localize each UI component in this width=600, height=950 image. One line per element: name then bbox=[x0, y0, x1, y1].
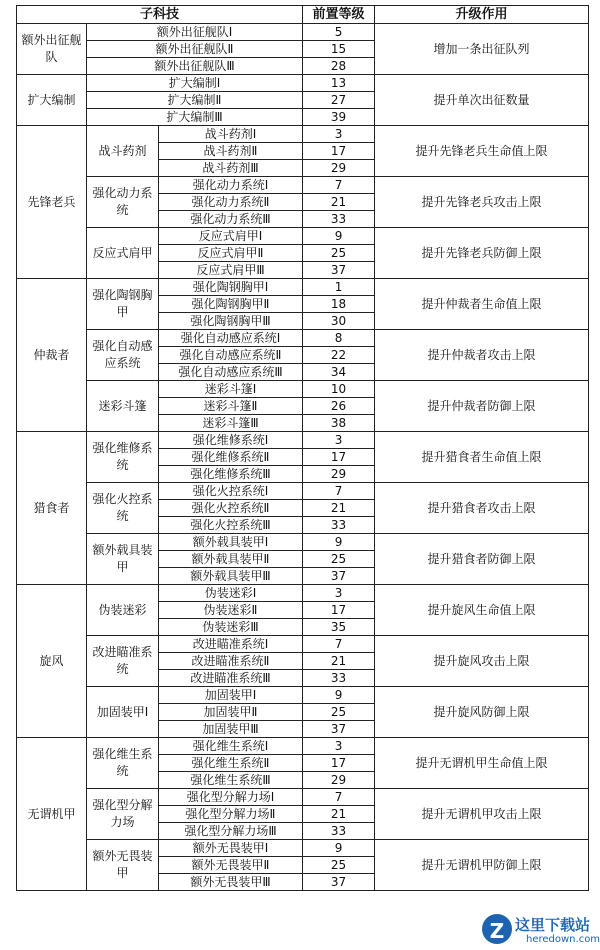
sub-tech-name: 强化火控系统Ⅰ bbox=[159, 483, 303, 500]
sub-tech-name: 强化动力系统Ⅲ bbox=[159, 211, 303, 228]
sub-tech-name: 额外出征舰队Ⅰ bbox=[87, 24, 303, 41]
watermark-logo-icon bbox=[482, 914, 512, 944]
tech-group-cell: 迷彩斗篷 bbox=[87, 381, 159, 432]
upgrade-effect-cell: 提升旋风攻击上限 bbox=[375, 636, 589, 687]
tech-group-cell: 加固装甲Ⅰ bbox=[87, 687, 159, 738]
sub-tech-name: 额外无畏装甲Ⅱ bbox=[159, 857, 303, 874]
table-row bbox=[17, 738, 589, 755]
category-cell: 无谓机甲 bbox=[17, 738, 87, 891]
sub-tech-name: 战斗药剂Ⅰ bbox=[159, 126, 303, 143]
table-row bbox=[17, 177, 589, 194]
category-cell: 猎食者 bbox=[17, 432, 87, 585]
table-row bbox=[17, 534, 589, 551]
sub-tech-name: 伪装迷彩Ⅱ bbox=[159, 602, 303, 619]
prereq-level-cell: 3 bbox=[303, 126, 375, 143]
prereq-level-cell: 29 bbox=[303, 160, 375, 177]
tech-group-cell: 强化型分解力场 bbox=[87, 789, 159, 840]
sub-tech-name: 强化维生系统Ⅲ bbox=[159, 772, 303, 789]
upgrade-effect-cell: 提升猎食者生命值上限 bbox=[375, 432, 589, 483]
upgrade-effect-cell: 提升无谓机甲攻击上限 bbox=[375, 789, 589, 840]
prereq-level-cell: 9 bbox=[303, 840, 375, 857]
table-row bbox=[17, 789, 589, 806]
prereq-level-cell: 25 bbox=[303, 857, 375, 874]
table-row bbox=[17, 75, 589, 92]
sub-tech-name: 额外出征舰队Ⅱ bbox=[87, 41, 303, 58]
sub-tech-name: 强化自动感应系统Ⅰ bbox=[159, 330, 303, 347]
table-row bbox=[17, 636, 589, 653]
prereq-level-cell: 27 bbox=[303, 92, 375, 109]
sub-tech-name: 强化自动感应系统Ⅲ bbox=[159, 364, 303, 381]
tech-group-cell: 强化动力系统 bbox=[87, 177, 159, 228]
sub-tech-name: 额外无畏装甲Ⅲ bbox=[159, 874, 303, 891]
prereq-level-cell: 26 bbox=[303, 398, 375, 415]
prereq-level-cell: 25 bbox=[303, 704, 375, 721]
upgrade-effect-cell: 提升无谓机甲生命值上限 bbox=[375, 738, 589, 789]
sub-tech-name: 迷彩斗篷Ⅲ bbox=[159, 415, 303, 432]
sub-tech-name: 强化动力系统Ⅱ bbox=[159, 194, 303, 211]
table-row bbox=[17, 687, 589, 704]
category-cell: 额外出征舰队 bbox=[17, 24, 87, 75]
table-row bbox=[17, 840, 589, 857]
sub-tech-name: 强化动力系统Ⅰ bbox=[159, 177, 303, 194]
tech-group-cell: 强化陶钢胸甲 bbox=[87, 279, 159, 330]
sub-tech-name: 强化维修系统Ⅲ bbox=[159, 466, 303, 483]
tech-group-cell: 强化维修系统 bbox=[87, 432, 159, 483]
tech-group-cell: 反应式肩甲 bbox=[87, 228, 159, 279]
upgrade-effect-cell: 提升先锋老兵防御上限 bbox=[375, 228, 589, 279]
prereq-level-cell: 21 bbox=[303, 653, 375, 670]
tech-table bbox=[16, 5, 589, 891]
sub-tech-name: 强化火控系统Ⅱ bbox=[159, 500, 303, 517]
upgrade-effect-cell: 提升猎食者攻击上限 bbox=[375, 483, 589, 534]
prereq-level-cell: 33 bbox=[303, 823, 375, 840]
table-row bbox=[17, 279, 589, 296]
prereq-level-cell: 37 bbox=[303, 568, 375, 585]
prereq-level-cell: 28 bbox=[303, 58, 375, 75]
prereq-level-cell: 7 bbox=[303, 636, 375, 653]
table-row bbox=[17, 330, 589, 347]
upgrade-effect-cell: 提升猎食者防御上限 bbox=[375, 534, 589, 585]
prereq-level-cell: 15 bbox=[303, 41, 375, 58]
tech-group-cell: 额外无畏装甲 bbox=[87, 840, 159, 891]
sub-tech-name: 加固装甲Ⅱ bbox=[159, 704, 303, 721]
table-body bbox=[17, 24, 589, 891]
prereq-level-cell: 10 bbox=[303, 381, 375, 398]
upgrade-effect-cell: 提升仲裁者攻击上限 bbox=[375, 330, 589, 381]
prereq-level-cell: 9 bbox=[303, 687, 375, 704]
prereq-level-cell: 3 bbox=[303, 738, 375, 755]
sub-tech-name: 额外出征舰队Ⅲ bbox=[87, 58, 303, 75]
prereq-level-cell: 22 bbox=[303, 347, 375, 364]
prereq-level-cell: 21 bbox=[303, 194, 375, 211]
prereq-level-cell: 21 bbox=[303, 806, 375, 823]
sub-tech-name: 额外载具装甲Ⅱ bbox=[159, 551, 303, 568]
prereq-level-cell: 3 bbox=[303, 585, 375, 602]
sub-tech-name: 改进瞄准系统Ⅱ bbox=[159, 653, 303, 670]
upgrade-effect-cell: 增加一条出征队列 bbox=[375, 24, 589, 75]
upgrade-effect-cell: 提升先锋老兵生命值上限 bbox=[375, 126, 589, 177]
table-row bbox=[17, 483, 589, 500]
sub-tech-name: 强化型分解力场Ⅲ bbox=[159, 823, 303, 840]
sub-tech-name: 伪装迷彩Ⅲ bbox=[159, 619, 303, 636]
prereq-level-cell: 7 bbox=[303, 483, 375, 500]
prereq-level-cell: 38 bbox=[303, 415, 375, 432]
sub-tech-name: 强化陶钢胸甲Ⅱ bbox=[159, 296, 303, 313]
sub-tech-name: 加固装甲Ⅰ bbox=[159, 687, 303, 704]
category-cell: 扩大编制 bbox=[17, 75, 87, 126]
table-row bbox=[17, 24, 589, 41]
upgrade-effect-cell: 提升先锋老兵攻击上限 bbox=[375, 177, 589, 228]
prereq-level-cell: 33 bbox=[303, 670, 375, 687]
category-cell: 先锋老兵 bbox=[17, 126, 87, 279]
tech-group-cell: 改进瞄准系统 bbox=[87, 636, 159, 687]
watermark-url: heredown.com bbox=[526, 934, 600, 945]
sub-tech-name: 扩大编制Ⅲ bbox=[87, 109, 303, 126]
sub-tech-name: 强化型分解力场Ⅰ bbox=[159, 789, 303, 806]
sub-tech-name: 强化维修系统Ⅰ bbox=[159, 432, 303, 449]
table-row bbox=[17, 585, 589, 602]
tech-group-cell: 强化火控系统 bbox=[87, 483, 159, 534]
sub-tech-name: 强化型分解力场Ⅱ bbox=[159, 806, 303, 823]
sub-tech-name: 强化维生系统Ⅱ bbox=[159, 755, 303, 772]
sub-tech-name: 强化陶钢胸甲Ⅰ bbox=[159, 279, 303, 296]
prereq-level-cell: 13 bbox=[303, 75, 375, 92]
sub-tech-name: 强化维生系统Ⅰ bbox=[159, 738, 303, 755]
sub-tech-name: 改进瞄准系统Ⅰ bbox=[159, 636, 303, 653]
prereq-level-cell: 17 bbox=[303, 449, 375, 466]
sub-tech-name: 强化维修系统Ⅱ bbox=[159, 449, 303, 466]
tech-table-container bbox=[16, 5, 588, 891]
prereq-level-cell: 7 bbox=[303, 789, 375, 806]
sub-tech-name: 强化陶钢胸甲Ⅲ bbox=[159, 313, 303, 330]
prereq-level-cell: 9 bbox=[303, 534, 375, 551]
table-row bbox=[17, 126, 589, 143]
sub-tech-name: 强化火控系统Ⅲ bbox=[159, 517, 303, 534]
watermark-title: 这里下载站 bbox=[515, 916, 591, 934]
sub-tech-name: 加固装甲Ⅲ bbox=[159, 721, 303, 738]
prereq-level-cell: 37 bbox=[303, 874, 375, 891]
prereq-level-cell: 33 bbox=[303, 517, 375, 534]
tech-group-cell: 强化自动感应系统 bbox=[87, 330, 159, 381]
prereq-level-cell: 29 bbox=[303, 772, 375, 789]
prereq-level-cell: 1 bbox=[303, 279, 375, 296]
sub-tech-name: 扩大编制Ⅰ bbox=[87, 75, 303, 92]
category-cell: 旋风 bbox=[17, 585, 87, 738]
sub-tech-name: 战斗药剂Ⅲ bbox=[159, 160, 303, 177]
prereq-level-cell: 17 bbox=[303, 755, 375, 772]
sub-tech-name: 改进瞄准系统Ⅲ bbox=[159, 670, 303, 687]
upgrade-effect-cell: 提升仲裁者防御上限 bbox=[375, 381, 589, 432]
sub-tech-name: 反应式肩甲Ⅱ bbox=[159, 245, 303, 262]
prereq-level-cell: 39 bbox=[303, 109, 375, 126]
sub-tech-name: 强化自动感应系统Ⅱ bbox=[159, 347, 303, 364]
table-row bbox=[17, 228, 589, 245]
prereq-level-cell: 7 bbox=[303, 177, 375, 194]
prereq-level-cell: 5 bbox=[303, 24, 375, 41]
prereq-level-cell: 3 bbox=[303, 432, 375, 449]
sub-tech-name: 反应式肩甲Ⅲ bbox=[159, 262, 303, 279]
prereq-level-cell: 17 bbox=[303, 602, 375, 619]
upgrade-effect-cell: 提升旋风生命值上限 bbox=[375, 585, 589, 636]
tech-group-cell: 伪装迷彩 bbox=[87, 585, 159, 636]
header-upgrade-effect: 升级作用 bbox=[375, 6, 589, 24]
upgrade-effect-cell: 提升仲裁者生命值上限 bbox=[375, 279, 589, 330]
upgrade-effect-cell: 提升旋风防御上限 bbox=[375, 687, 589, 738]
sub-tech-name: 额外载具装甲Ⅰ bbox=[159, 534, 303, 551]
watermark-logo-letter: Z bbox=[489, 919, 505, 943]
sub-tech-name: 迷彩斗篷Ⅰ bbox=[159, 381, 303, 398]
prereq-level-cell: 37 bbox=[303, 721, 375, 738]
sub-tech-name: 扩大编制Ⅱ bbox=[87, 92, 303, 109]
prereq-level-cell: 25 bbox=[303, 551, 375, 568]
prereq-level-cell: 18 bbox=[303, 296, 375, 313]
site-watermark bbox=[482, 912, 600, 950]
tech-group-cell: 额外载具装甲 bbox=[87, 534, 159, 585]
prereq-level-cell: 29 bbox=[303, 466, 375, 483]
prereq-level-cell: 30 bbox=[303, 313, 375, 330]
prereq-level-cell: 33 bbox=[303, 211, 375, 228]
header-sub-tech: 子科技 bbox=[17, 6, 303, 24]
prereq-level-cell: 9 bbox=[303, 228, 375, 245]
sub-tech-name: 反应式肩甲Ⅰ bbox=[159, 228, 303, 245]
sub-tech-name: 额外载具装甲Ⅲ bbox=[159, 568, 303, 585]
sub-tech-name: 战斗药剂Ⅱ bbox=[159, 143, 303, 160]
sub-tech-name: 伪装迷彩Ⅰ bbox=[159, 585, 303, 602]
table-row bbox=[17, 381, 589, 398]
sub-tech-name: 额外无畏装甲Ⅰ bbox=[159, 840, 303, 857]
prereq-level-cell: 34 bbox=[303, 364, 375, 381]
upgrade-effect-cell: 提升单次出征数量 bbox=[375, 75, 589, 126]
tech-group-cell: 战斗药剂 bbox=[87, 126, 159, 177]
prereq-level-cell: 25 bbox=[303, 245, 375, 262]
prereq-level-cell: 35 bbox=[303, 619, 375, 636]
table-header-row bbox=[17, 6, 589, 24]
tech-group-cell: 强化维生系统 bbox=[87, 738, 159, 789]
sub-tech-name: 迷彩斗篷Ⅱ bbox=[159, 398, 303, 415]
prereq-level-cell: 8 bbox=[303, 330, 375, 347]
upgrade-effect-cell: 提升无谓机甲防御上限 bbox=[375, 840, 589, 891]
prereq-level-cell: 21 bbox=[303, 500, 375, 517]
prereq-level-cell: 37 bbox=[303, 262, 375, 279]
header-prereq-level: 前置等级 bbox=[303, 6, 375, 24]
prereq-level-cell: 17 bbox=[303, 143, 375, 160]
category-cell: 仲裁者 bbox=[17, 279, 87, 432]
table-row bbox=[17, 432, 589, 449]
